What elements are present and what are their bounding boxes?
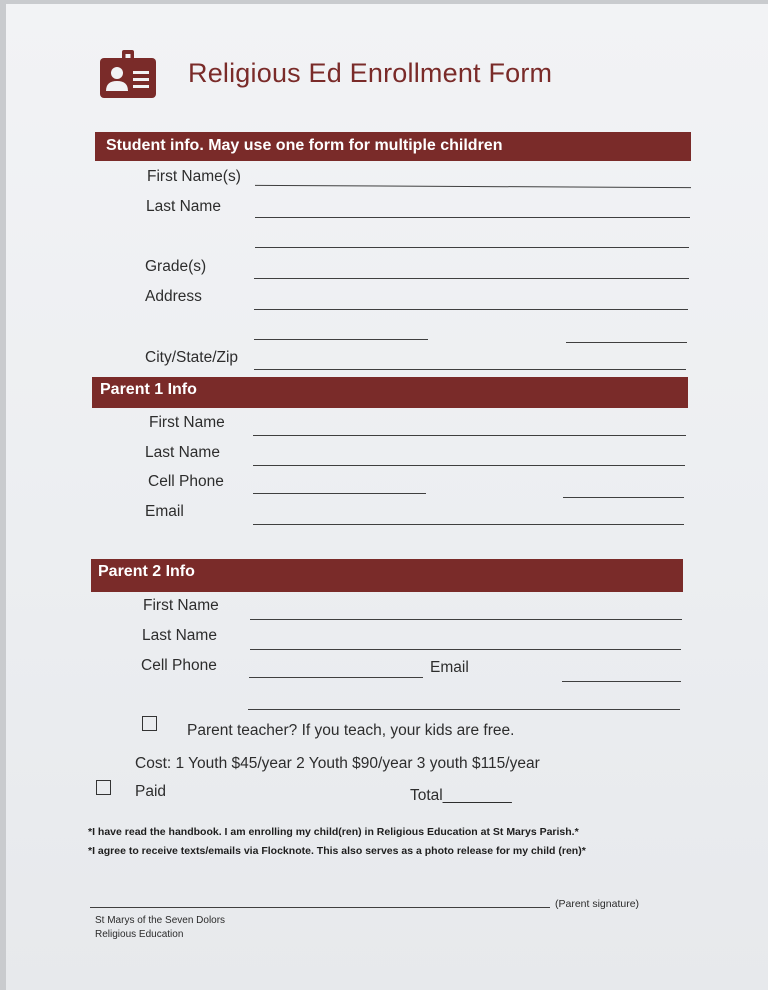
id-badge-icon — [100, 50, 156, 98]
cost-text: Cost: 1 Youth $45/year 2 Youth $90/year 3 youth $115/year — [135, 755, 540, 772]
student-address-label: Address — [145, 288, 202, 305]
parent2-email-field[interactable] — [562, 681, 681, 682]
signature-label: (Parent signature) — [555, 898, 640, 910]
parent2-first-name-label: First Name — [143, 597, 219, 614]
handbook-agreement: *I have read the handbook. I am enrolling my child(ren) in Religious Education at St Marys Parish.* — [88, 826, 579, 838]
footer-parish-name: St Marys of the Seven Dolors — [95, 915, 226, 926]
signature-line[interactable] — [90, 907, 550, 908]
student-info-heading: Student info. May use one form for multiple children — [95, 132, 691, 161]
student-last-name-label: Last Name — [146, 198, 221, 215]
parent1-cell-phone-field-right[interactable] — [563, 497, 684, 498]
parent-teacher-checkbox[interactable] — [142, 716, 157, 731]
texts-agreement: *I agree to receive texts/emails via Flocknote. This also serves as a photo release for my child (ren)* — [88, 845, 586, 857]
student-address-line2-left[interactable] — [254, 339, 428, 340]
student-extra-line[interactable] — [255, 247, 689, 248]
parent1-email-label: Email — [145, 503, 184, 520]
footer-department: Religious Education — [95, 929, 184, 940]
parent1-cell-phone-field[interactable] — [253, 493, 426, 494]
parent1-last-name-field[interactable] — [253, 465, 685, 466]
student-address-line2-right[interactable] — [566, 342, 687, 343]
student-grades-label: Grade(s) — [145, 258, 207, 275]
parent1-last-name-label: Last Name — [145, 444, 220, 461]
parent2-cell-phone-field[interactable] — [249, 677, 423, 678]
total-field[interactable]: Total________ — [410, 787, 512, 804]
student-grades-field[interactable] — [254, 278, 689, 279]
form-title: Religious Ed Enrollment Form — [188, 58, 553, 88]
student-last-name-field[interactable] — [255, 217, 690, 218]
paid-label: Paid — [135, 783, 167, 800]
parent2-heading: Parent 2 Info — [91, 559, 683, 592]
student-city-state-zip-field[interactable] — [254, 369, 686, 370]
parent2-last-name-field[interactable] — [250, 649, 681, 650]
parent2-email-label: Email — [430, 659, 469, 676]
paid-checkbox[interactable] — [96, 780, 111, 795]
parent1-cell-phone-label: Cell Phone — [148, 473, 224, 490]
parent1-heading: Parent 1 Info — [92, 377, 688, 408]
parent2-first-name-field[interactable] — [250, 619, 682, 620]
student-first-names-label: First Name(s) — [147, 168, 241, 185]
student-city-state-zip-label: City/State/Zip — [145, 349, 239, 366]
parent2-cell-phone-label: Cell Phone — [141, 657, 217, 674]
parent1-email-field[interactable] — [253, 524, 684, 525]
parent-teacher-label: Parent teacher? If you teach, your kids are free. — [187, 722, 515, 739]
parent1-first-name-label: First Name — [149, 414, 225, 431]
parent1-first-name-field[interactable] — [253, 435, 686, 436]
parent2-last-name-label: Last Name — [142, 627, 217, 644]
parent2-extra-line[interactable] — [248, 709, 680, 710]
student-address-field[interactable] — [254, 309, 688, 310]
